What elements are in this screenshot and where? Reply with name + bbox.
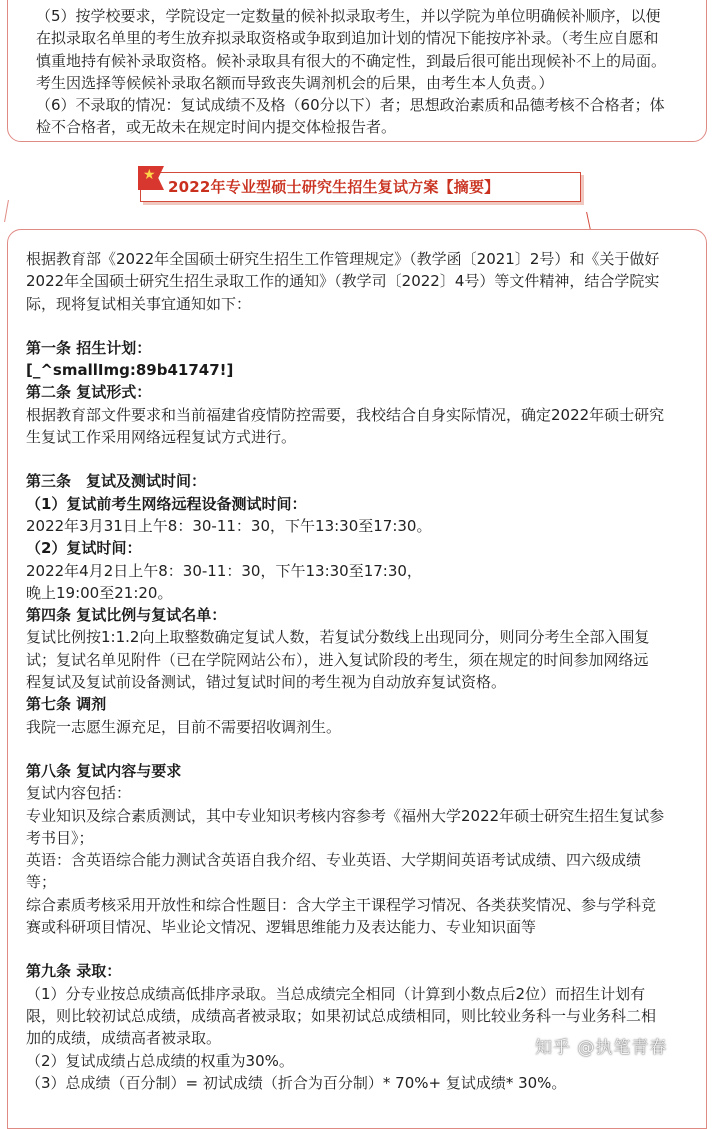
text-line: （5）按学校要求，学院设定一定数量的候补拟录取考生，并以学院为单位明确候补顺序，以便 [36, 7, 661, 25]
article-3-sub2-line: 晚上19:00至21:20。 [26, 583, 173, 602]
article-4-line: 程复试及复试前设备测试，错过复试时间的考生视为自动放弃复试资格。 [26, 673, 507, 692]
image-placeholder-text: [_^smallImg:89b41747!] [26, 361, 234, 380]
intro-line: 2022年全国硕士研究生招生录取工作的通知》（教学司〔2022〕4号）等文件精神，结合学院实 [26, 272, 660, 291]
section-title-banner [140, 167, 581, 202]
intro-line: 根据教育部《2022年全国硕士研究生招生工作管理规定》（教学函〔2021〕2号）和《关于做好 [26, 250, 660, 268]
article-3-sub1-body: 2022年3月31日上午8：30-11：30，下午13:30至17:30。 [26, 516, 432, 535]
text-line: 慎重地持有候补录取资格。候补录取具有很大的不确定性，到最后很可能出现候补不上的局面。 [36, 51, 667, 70]
article-8-line: 等； [26, 873, 57, 892]
article-9-line: 限，则比较初试总成绩，成绩高者被录取；如果初试总成绩相同，则比较业务科一与业务科二相 [26, 1006, 657, 1025]
article-7-body: 我院一志愿生源充足，目前不需要招收调剂生。 [26, 717, 342, 736]
text-line: 在拟录取名单里的考生放弃拟录取资格或争取到追加计划的情况下能按序补录。（考生应自愿和 [36, 29, 659, 48]
article-8-heading: 第八条 复试内容与要求 [26, 761, 182, 780]
article-4-line: 试；复试名单见附件（已在学院网站公布），进入复试阶段的考生，须在规定的时间参加网络远 [26, 650, 649, 669]
article-7-heading: 第七条 调剂 [26, 695, 107, 714]
article-8-line: 复试内容包括： [26, 784, 132, 803]
text-line: 检不合格者，或无故未在规定时间内提交体检报告者。 [36, 118, 397, 137]
article-3-heading: 第三条 复试及测试时间： [26, 472, 207, 491]
section-title: 2022年专业型硕士研究生招生复试方案【摘要】 [168, 178, 500, 196]
article-8-line: 赛或科研项目情况、毕业论文情况、逻辑思维能力及表达能力、专业知识面等 [26, 918, 537, 937]
banner-connector-right [586, 212, 591, 230]
article-9-line: （3）总成绩（百分制）= 初试成绩（折合为百分制）* 70%+ 复试成绩* 30%。 [26, 1073, 567, 1092]
article-4-heading: 第四条 复试比例与复试名单： [26, 606, 227, 625]
article-8-line: 英语：含英语综合能力测试含英语自我介绍、专业英语、大学期间英语考试成绩、四六级成绩 [26, 851, 642, 870]
intro-line: 际，现将复试相关事宜通知如下： [26, 294, 252, 313]
article-8-line: 专业知识及综合素质测试，其中专业知识考核内容参考《福州大学2022年硕士研究生招生复试参 [26, 806, 665, 825]
article-9-line: （2）复试成绩占总成绩的权重为30%。 [26, 1051, 294, 1070]
article-9-heading: 第九条 录取： [26, 962, 122, 981]
article-8-line: 考书目》； [26, 828, 94, 847]
article-2-heading: 第二条 复试形式： [26, 383, 152, 402]
article-9-line: 加的成绩，成绩高者被录取。 [26, 1029, 222, 1048]
previous-section-box [7, 0, 707, 142]
article-2-line: 根据教育部文件要求和当前福建省疫情防控需要，我校结合自身实际情况，确定2022年硕士研究 [26, 405, 665, 424]
zhihu-watermark: 知乎 @执笔青春 [535, 1038, 668, 1058]
article-2-line: 生复试工作采用网络远程复试方式进行。 [26, 428, 297, 447]
article-9-line: （1）分专业按总成绩高低排序录取。当总成绩完全相同（计算到小数点后2位）而招生计划有 [26, 984, 646, 1003]
article-3-sub2-heading: （2）复试时间： [26, 539, 142, 558]
text-line: （6）不录取的情况：复试成绩不及格（60分以下）者；思想政治素质和品德考核不合格者；体 [36, 96, 665, 115]
text-line: 考生因选择等候候补录取名额而导致丧失调剂机会的后果，由考生本人负责。） [36, 73, 554, 92]
article-1-heading: 第一条 招生计划： [26, 338, 152, 357]
article-3-sub1-heading: （1）复试前考生网络远程设备测试时间： [26, 494, 307, 513]
article-3-sub2-line: 2022年4月2日上午8：30-11：30，下午13:30至17:30， [26, 561, 422, 580]
article-4-line: 复试比例按1:1.2向上取整数确定复试人数，若复试分数线上出现同分，则同分考生全部入围复 [26, 628, 650, 647]
article-8-line: 综合素质考核采用开放性和综合性题目：含大学主干课程学习情况、各类获奖情况、参与学科竞 [26, 895, 657, 914]
main-content-box [7, 229, 707, 1129]
star-icon: ★ [143, 167, 156, 183]
banner-connector-left [4, 200, 9, 222]
